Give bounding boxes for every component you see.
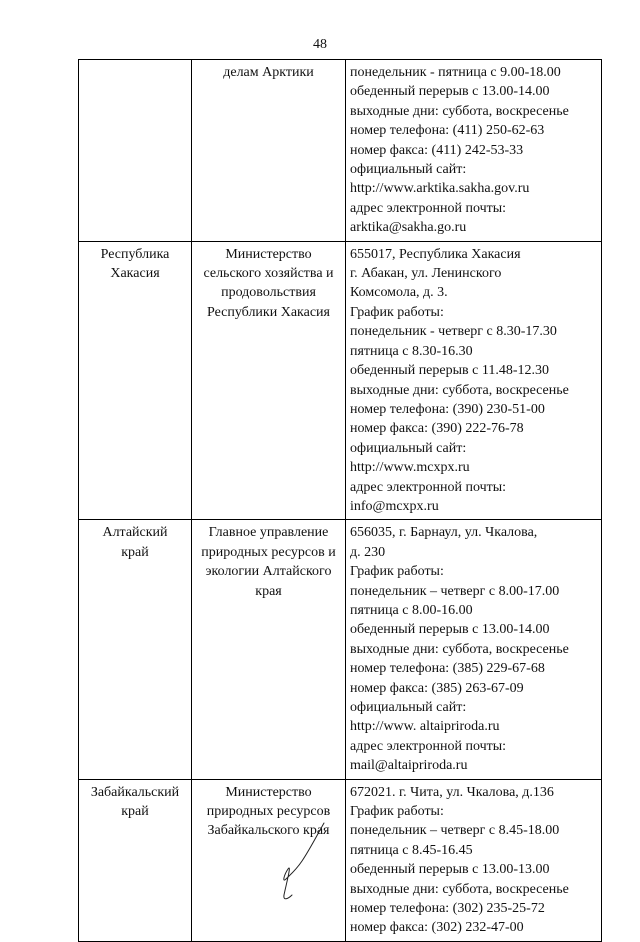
contacts-line: номер факса: (390) 222-76-78: [350, 421, 524, 437]
contacts-table: [78, 59, 602, 942]
handwritten-signature: [272, 815, 342, 905]
table-row: [79, 60, 602, 242]
contacts-line: официальный сайт:: [350, 700, 467, 715]
region-line: Забайкальский: [90, 784, 180, 800]
contacts-line: номер телефона: (411) 250-62-63: [350, 123, 545, 139]
org-line: экологии Алтайского: [205, 564, 332, 580]
contacts-line: пятница с 8.00-16.00: [350, 602, 473, 618]
contacts-line: 672021. г. Чита, ул. Чкалова, д.136: [350, 784, 554, 800]
org-line: сельского хозяйства и: [203, 266, 334, 282]
contacts-line: Комсомола, д. 3.: [350, 285, 448, 301]
contacts-line: выходные дни: суббота, воскресенье: [350, 641, 569, 657]
contacts-line: номер телефона: (385) 229-67-68: [350, 661, 545, 677]
contacts-line: понедельник – четверг с 8.45-18.00: [350, 823, 560, 839]
org-line: природных ресурсов и: [201, 544, 336, 560]
contacts-line: номер факса: (411) 242-53-33: [350, 142, 524, 158]
org-line: Министерство: [225, 246, 312, 262]
org-line: Республики Хакасия: [206, 304, 330, 320]
contacts-line: понедельник – четверг с 8.00-17.00: [350, 583, 560, 599]
table-row: [79, 520, 602, 779]
contacts-line: http://www. altaipriroda.ru: [350, 719, 500, 735]
contacts-line: обеденный перерыв с 11.48-12.30: [350, 363, 549, 379]
contacts-cell: [346, 779, 602, 941]
contacts-line: выходные дни: суббота, воскресенье: [350, 881, 569, 897]
contacts-line: http://www.mcxpx.ru: [350, 460, 470, 476]
organization-cell: [192, 60, 346, 242]
organization-cell: [192, 520, 346, 779]
contacts-line: адрес электронной почты:: [350, 738, 507, 754]
contacts-line: обеденный перерыв с 13.00-14.00: [350, 84, 550, 100]
contacts-line: адрес электронной почты:: [350, 479, 507, 495]
contacts-line: официальный сайт:: [350, 440, 467, 456]
contacts-cell: [346, 60, 602, 242]
contacts-line: График работы:: [350, 304, 444, 320]
contacts-line: г. Абакан, ул. Ленинского: [350, 266, 502, 282]
contacts-line: График работы:: [350, 804, 444, 820]
org-line: продовольствия: [221, 285, 316, 301]
region-line: Хакасия: [110, 266, 160, 282]
contacts-line: График работы:: [350, 564, 444, 580]
region-line: Республика: [100, 246, 170, 262]
contacts-line: официальный сайт:: [350, 162, 467, 178]
contacts-line: номер телефона: (302) 235-25-72: [350, 901, 545, 917]
contacts-line: info@mcxpx.ru: [350, 498, 439, 514]
region-line: край: [121, 804, 149, 820]
organization-cell: [192, 241, 346, 520]
page-number: 48: [313, 37, 327, 52]
contacts-line: arktika@sakha.go.ru: [350, 220, 467, 236]
org-line: Главное управление: [208, 525, 329, 541]
contacts-line: обеденный перерыв с 13.00-13.00: [350, 862, 550, 878]
contacts-line: выходные дни: суббота, воскресенье: [350, 103, 569, 119]
contacts-line: 656035, г. Барнаул, ул. Чкалова,: [350, 525, 538, 541]
contacts-line: обеденный перерыв с 13.00-14.00: [350, 622, 550, 638]
region-cell: [79, 241, 192, 520]
contacts-line: пятница с 8.45-16.45: [350, 842, 473, 858]
contacts-line: http://www.arktika.sakha.gov.ru: [350, 181, 530, 197]
contacts-cell: [346, 241, 602, 520]
contacts-line: д. 230: [350, 544, 386, 560]
contacts-line: понедельник - пятница с 9.00-18.00: [350, 65, 561, 80]
org-line: края: [255, 583, 282, 599]
contacts-line: понедельник - четверг с 8.30-17.30: [350, 324, 557, 340]
table-body: [79, 60, 602, 942]
region-line: Алтайский: [102, 525, 168, 541]
region-cell: [79, 60, 192, 242]
contacts-line: номер факса: (302) 232-47-00: [350, 920, 524, 936]
contacts-line: 655017, Республика Хакасия: [350, 246, 521, 262]
org-line: делам Арктики: [223, 65, 314, 80]
region-line: край: [121, 544, 149, 560]
contacts-line: выходные дни: суббота, воскресенье: [350, 382, 569, 398]
contacts-line: номер телефона: (390) 230-51-00: [350, 401, 545, 417]
contacts-line: пятница с 8.30-16.30: [350, 343, 473, 359]
org-line: природных ресурсов: [206, 804, 331, 820]
contacts-cell: [346, 520, 602, 779]
org-line: Забайкальского края: [207, 823, 330, 839]
contacts-line: mail@altaipriroda.ru: [350, 758, 468, 774]
region-cell: [79, 779, 192, 941]
org-line: Министерство: [225, 784, 312, 800]
contacts-line: номер факса: (385) 263-67-09: [350, 680, 524, 696]
contacts-line: адрес электронной почты:: [350, 200, 507, 216]
region-cell: [79, 520, 192, 779]
table-row: [79, 241, 602, 520]
